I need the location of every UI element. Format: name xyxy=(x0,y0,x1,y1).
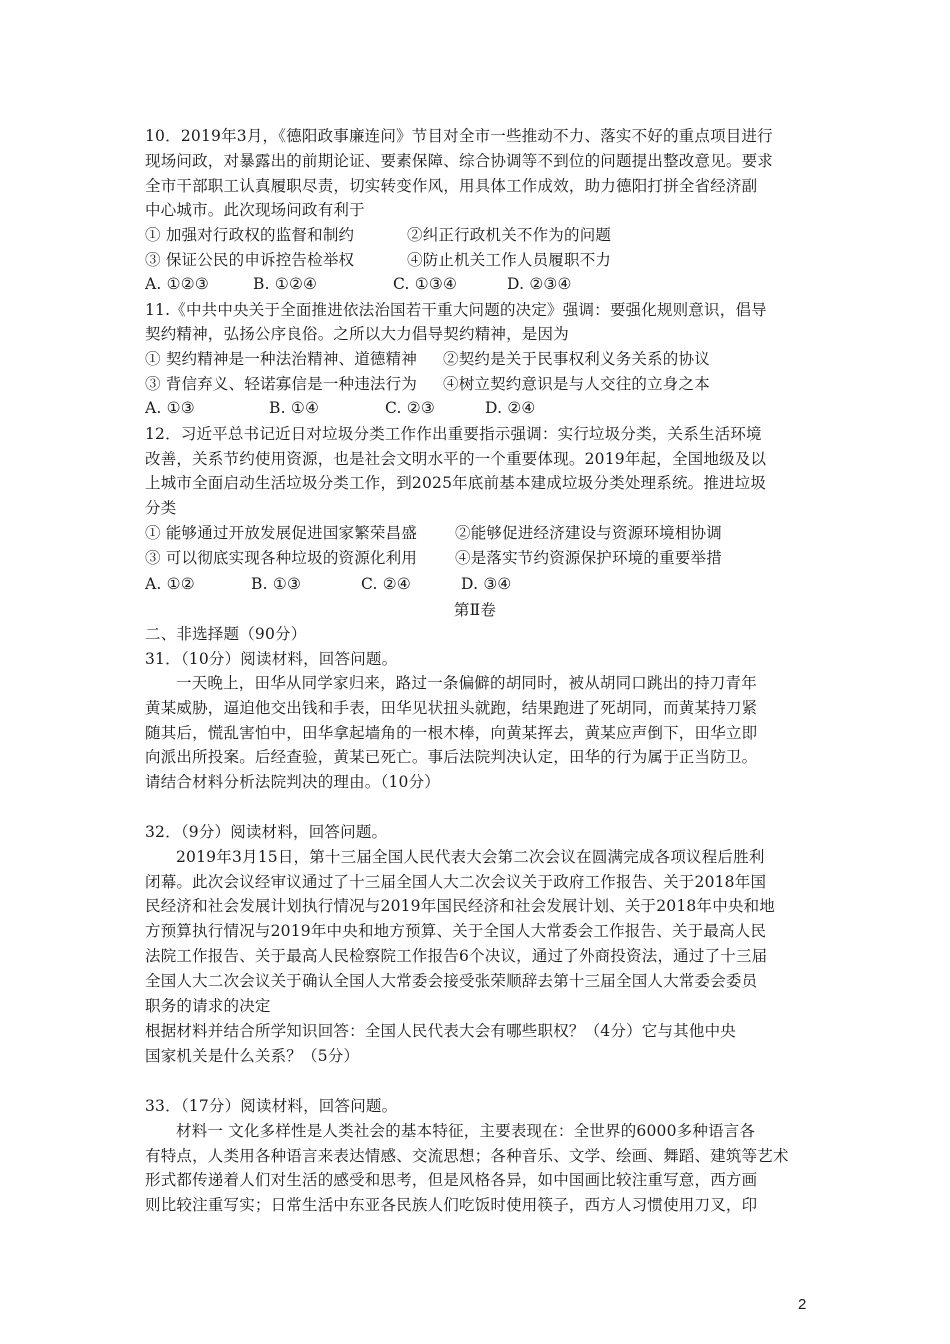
q12-line-3: 上城市全面启动生活垃圾分类工作，到2025年底前基本建成垃圾分类处理系统。推进垃圾 xyxy=(145,474,767,492)
q32-prompt-2: 国家机关是什么关系？（5分） xyxy=(145,1047,360,1065)
q11-statement-3: ③ 背信弃义、轻诺寡信是一种违法行为 xyxy=(145,375,418,393)
q10-choice-b: B. ①②④ xyxy=(253,275,318,293)
q32-line-7: 职务的请求的决定 xyxy=(145,997,271,1015)
q11-choice-c: C. ②③ xyxy=(385,399,435,417)
q11-statements-row-2 xyxy=(145,372,820,396)
q11-line-2: 契约精神，弘扬公序良俗。之所以大力倡导契约精神，是因为 xyxy=(145,325,569,343)
q10-statement-4: ④防止机关工作人员履职不力 xyxy=(407,251,612,269)
q12-statement-1: ① 能够通过开放发展促进国家繁荣昌盛 xyxy=(145,524,418,542)
q10-line-2: 现场问政，对暴露出的前期论证、要素保障、综合协调等不到位的问题提出整改意见。要求 xyxy=(145,152,774,170)
q12-statements-row-2 xyxy=(145,546,820,570)
q10-statements-row-1 xyxy=(145,223,820,247)
q11-line-1: 11.《中共中央关于全面推进依法治国若干重大问题的决定》强调：要强化规则意识，倡导 xyxy=(145,301,767,319)
q32-line-1: 2019年3月15日，第十三届全国人民代表大会第二次会议在圆满完成各项议程后胜利 xyxy=(176,848,765,866)
q12-statements-row-1 xyxy=(145,521,820,545)
q12-choice-d: D. ③④ xyxy=(461,575,512,593)
q12-statement-2: ②能够促进经济建设与资源环境相协调 xyxy=(455,524,722,542)
q32-line-3: 民经济和社会发展计划执行情况与2019年国民经济和社会发展计划、关于2018年中央和地 xyxy=(145,897,775,915)
q11-choice-a: A. ①③ xyxy=(145,399,195,417)
q31-line-2: 黄某威胁，逼迫他交出钱和手表，田华见状扭头就跑，结果跑进了死胡同，而黄某持刀紧 xyxy=(145,699,758,717)
q10-statement-1: ① 加强对行政权的监督和制约 xyxy=(145,226,355,244)
q10-choice-c: C. ①③④ xyxy=(393,275,458,293)
q10-statement-3: ③ 保证公民的申诉控告检举权 xyxy=(145,251,355,269)
q33-line-4: 则比较注重写实；日常生活中东亚各民族人们吃饭时使用筷子，西方人习惯使用刀叉，印 xyxy=(145,1196,758,1214)
q31-heading: 31．（10分）阅读材料，回答问题。 xyxy=(145,650,398,668)
q31-line-4: 向派出所投案。后经查验，黄某已死亡。事后法院判决认定，田华的行为属于正当防卫。 xyxy=(145,748,758,766)
q33-line-1: 材料一 文化多样性是人类社会的基本特征，主要表现在：全世界的6000多种语言各 xyxy=(176,1122,756,1140)
q32-line-4: 方预算执行情况与2019年中央和地方预算、关于全国人大常委会工作报告、关于最高人民 xyxy=(145,922,767,940)
q31-prompt: 请结合材料分析法院判决的理由。（10分） xyxy=(145,773,440,791)
q31-line-1: 一天晚上，田华从同学家归来，路过一条偏僻的胡同时，被从胡同口跳出的持刀青年 xyxy=(176,674,757,692)
page-number: 2 xyxy=(798,1296,807,1313)
q11-statement-2: ②契约是关于民事权利义务关系的协议 xyxy=(443,350,710,368)
q10-choice-a: A. ①②③ xyxy=(145,275,209,293)
q12-choice-a: A. ①② xyxy=(145,575,195,593)
q10-line-3: 全市干部职工认真履职尽责，切实转变作风，用具体工作成效，助力德阳打拼全省经济副 xyxy=(145,177,758,195)
q31-line-3: 随其后，慌乱害怕中，田华拿起墙角的一根木棒，向黄某挥去，黄某应声倒下，田华立即 xyxy=(145,724,758,742)
q12-statement-3: ③ 可以彻底实现各种垃圾的资源化利用 xyxy=(145,549,418,567)
q10-line-4: 中心城市。此次现场问政有利于 xyxy=(145,201,365,219)
q10-choices xyxy=(145,272,820,296)
section-title: 第Ⅱ卷 xyxy=(453,601,497,619)
q12-choices xyxy=(145,572,820,596)
q11-statement-1: ① 契约精神是一种法治精神、道德精神 xyxy=(145,350,418,368)
q11-statement-4: ④树立契约意识是与人交往的立身之本 xyxy=(443,375,710,393)
q33-line-3: 形式都传递着人们对生活的感受和思考，但是风格各异，如中国画比较注重写意，西方画 xyxy=(145,1171,758,1189)
q11-statements-row-1 xyxy=(145,347,820,371)
q32-line-5: 法院工作报告、关于最高人民检察院工作报告6个决议，通过了外商投资法，通过了十三届 xyxy=(145,947,768,965)
q12-line-4: 分类 xyxy=(145,499,177,517)
q12-statement-4: ④是落实节约资源保护环境的重要举措 xyxy=(455,549,722,567)
q12-choice-c: C. ②④ xyxy=(361,575,411,593)
q32-line-2: 闭幕。此次会议经审议通过了十三届全国人大二次会议关于政府工作报告、关于2018年国 xyxy=(145,873,767,891)
q10-choice-d: D. ②③④ xyxy=(507,275,572,293)
section-heading: 二、非选择题（90分） xyxy=(145,625,307,643)
q33-heading: 33．（17分）阅读材料，回答问题。 xyxy=(145,1097,398,1115)
q32-line-6: 全国人大二次会议关于确认全国人大常委会接受张荣顺辞去第十三届全国人大常委会委员 xyxy=(145,972,758,990)
q12-choice-b: B. ①③ xyxy=(251,575,302,593)
q32-prompt-1: 根据材料并结合所学知识回答：全国人民代表大会有哪些职权？（4分）它与其他中央 xyxy=(145,1022,736,1040)
q32-heading: 32．（9分）阅读材料，回答问题。 xyxy=(145,823,388,841)
q10-statements-row-2 xyxy=(145,248,820,272)
q11-choices xyxy=(145,396,820,420)
q33-line-2: 有特点，人类用各种语言来表达情感、交流思想；各种音乐、文学、绘画、舞蹈、建筑等艺术 xyxy=(145,1147,789,1165)
q12-line-2: 改善，关系节约使用资源，也是社会文明水平的一个重要体现。2019年起，全国地级及以 xyxy=(145,450,767,468)
q11-choice-d: D. ②④ xyxy=(485,399,536,417)
q11-choice-b: B. ①④ xyxy=(269,399,320,417)
q10-statement-2: ②纠正行政机关不作为的问题 xyxy=(407,226,612,244)
q12-line-1: 12．习近平总书记近日对垃圾分类工作作出重要指示强调：实行垃圾分类，关系生活环境 xyxy=(145,425,762,443)
q10-line-1: 10．2019年3月，《德阳政事廉连问》节目对全市一些推动不力、落实不好的重点项目进行 xyxy=(145,127,773,145)
